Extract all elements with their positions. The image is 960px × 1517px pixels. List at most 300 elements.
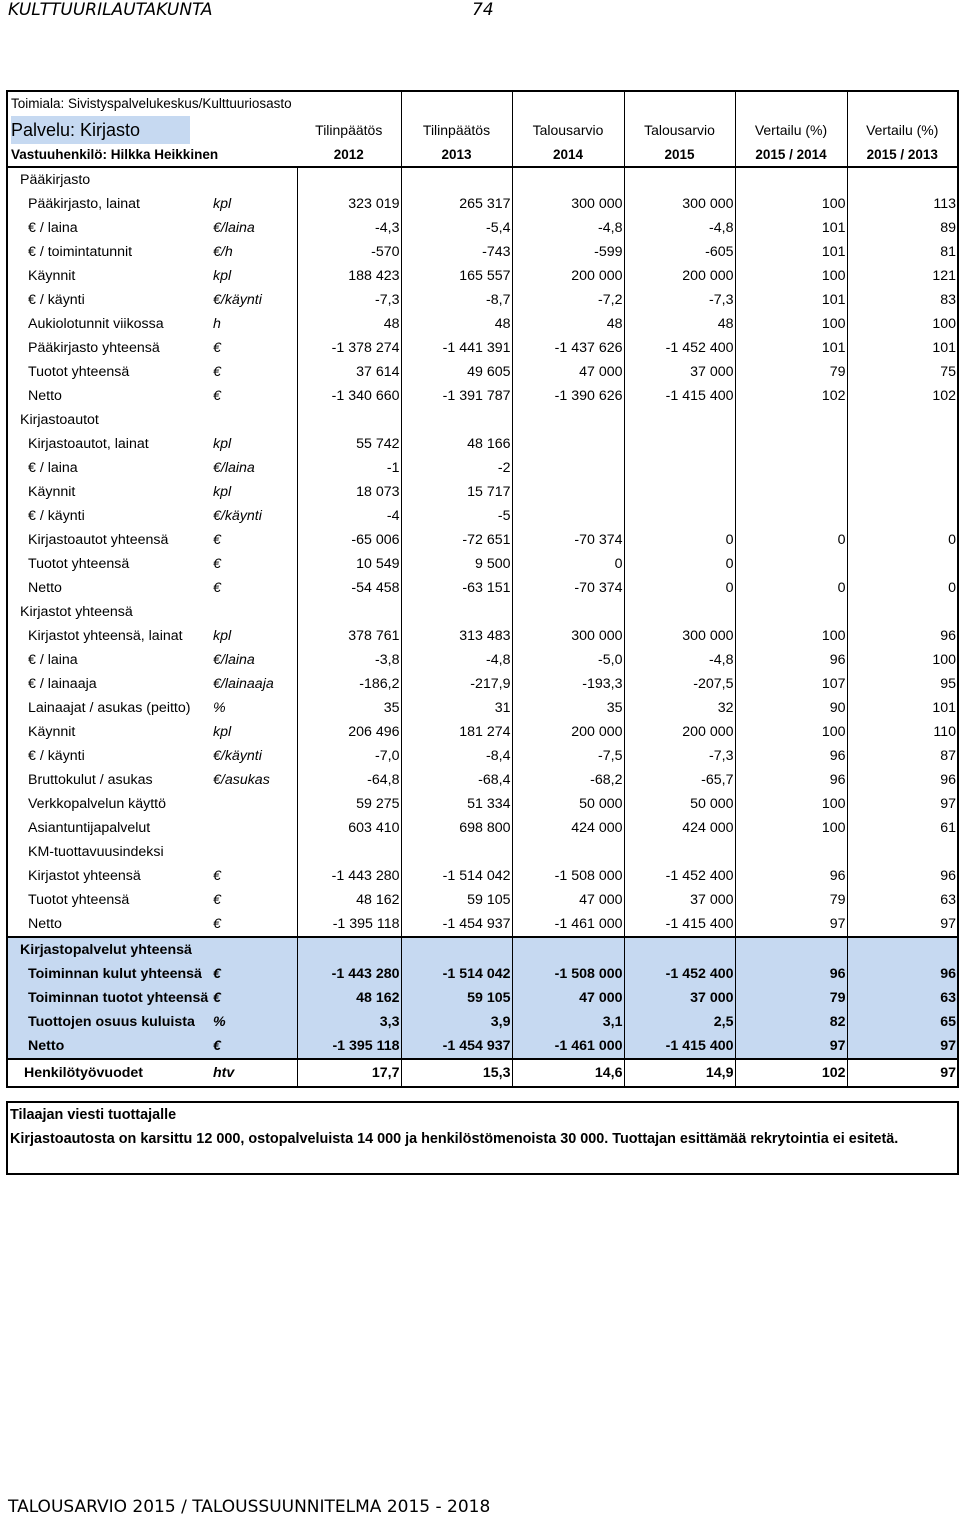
- column-year: 2015: [624, 144, 735, 167]
- column-year: 2015 / 2013: [847, 144, 958, 167]
- value-cell: [512, 408, 624, 432]
- value-cell: 110: [847, 720, 958, 744]
- value-cell: 96: [847, 768, 958, 792]
- value-cell: -5,0: [512, 648, 624, 672]
- value-cell: 97: [735, 1034, 847, 1059]
- table-row: [7, 1010, 958, 1034]
- value-cell: 79: [735, 888, 847, 912]
- row-label: € / käynti: [7, 744, 209, 768]
- value-cell: 3,9: [401, 1010, 512, 1034]
- row-unit: €: [209, 962, 297, 986]
- value-cell: [847, 937, 958, 962]
- row-unit: kpl: [209, 624, 297, 648]
- value-cell: -1 443 280: [297, 864, 401, 888]
- table-row: [7, 288, 958, 312]
- value-cell: 300 000: [512, 624, 624, 648]
- column-year: 2014: [512, 144, 624, 167]
- row-unit: €/käynti: [209, 288, 297, 312]
- row-label: Kirjastot yhteensä: [7, 600, 209, 624]
- value-cell: -1 340 660: [297, 384, 401, 408]
- row-label: Netto: [7, 912, 209, 937]
- value-cell: -570: [297, 240, 401, 264]
- row-label: Netto: [7, 1034, 209, 1059]
- value-cell: -7,3: [624, 744, 735, 768]
- value-cell: 96: [847, 962, 958, 986]
- column-year: 2013: [401, 144, 512, 167]
- row-label: Netto: [7, 576, 209, 600]
- value-cell: [624, 937, 735, 962]
- value-cell: -1 415 400: [624, 1034, 735, 1059]
- value-cell: 378 761: [297, 624, 401, 648]
- table-row: [7, 720, 958, 744]
- value-cell: -1 415 400: [624, 384, 735, 408]
- value-cell: [735, 432, 847, 456]
- value-cell: -1 452 400: [624, 864, 735, 888]
- value-cell: [735, 408, 847, 432]
- value-cell: 100: [847, 312, 958, 336]
- table-row: [7, 504, 958, 528]
- value-cell: 181 274: [401, 720, 512, 744]
- table-row: [7, 360, 958, 384]
- column-header: Talousarvio: [512, 116, 624, 144]
- row-unit: [209, 937, 297, 962]
- value-cell: 96: [735, 864, 847, 888]
- value-cell: [735, 600, 847, 624]
- row-unit: €: [209, 360, 297, 384]
- table-row: [7, 432, 958, 456]
- row-label: € / laina: [7, 648, 209, 672]
- row-label: Kirjastoautot: [7, 408, 209, 432]
- row-label: Käynnit: [7, 264, 209, 288]
- value-cell: -68,4: [401, 768, 512, 792]
- value-cell: [735, 480, 847, 504]
- value-cell: 9 500: [401, 552, 512, 576]
- row-unit: kpl: [209, 720, 297, 744]
- row-label: Pääkirjasto yhteensä: [7, 336, 209, 360]
- value-cell: -743: [401, 240, 512, 264]
- row-unit: [209, 792, 297, 816]
- value-cell: 10 549: [297, 552, 401, 576]
- value-cell: -7,3: [297, 288, 401, 312]
- value-cell: [735, 840, 847, 864]
- value-cell: -1 508 000: [512, 962, 624, 986]
- value-cell: [624, 408, 735, 432]
- value-cell: -1 454 937: [401, 912, 512, 937]
- value-cell: [847, 504, 958, 528]
- value-cell: [512, 167, 624, 192]
- value-cell: -72 651: [401, 528, 512, 552]
- value-cell: 101: [735, 216, 847, 240]
- value-cell: 0: [512, 552, 624, 576]
- value-cell: 50 000: [512, 792, 624, 816]
- column-header: Vertailu (%): [735, 116, 847, 144]
- value-cell: -1: [297, 456, 401, 480]
- row-unit: €: [209, 576, 297, 600]
- value-cell: [735, 456, 847, 480]
- value-cell: 59 105: [401, 888, 512, 912]
- value-cell: -1 395 118: [297, 1034, 401, 1059]
- budget-table: [6, 90, 959, 1088]
- value-cell: -63 151: [401, 576, 512, 600]
- table-row: [7, 408, 958, 432]
- value-cell: 63: [847, 986, 958, 1010]
- row-unit: €/käynti: [209, 504, 297, 528]
- header-cell: [297, 91, 401, 116]
- value-cell: 300 000: [624, 192, 735, 216]
- value-cell: [847, 480, 958, 504]
- value-cell: -7,0: [297, 744, 401, 768]
- value-cell: -7,2: [512, 288, 624, 312]
- value-cell: 59 105: [401, 986, 512, 1010]
- value-cell: 48 166: [401, 432, 512, 456]
- row-unit: €/lainaaja: [209, 672, 297, 696]
- header-cell: [512, 91, 624, 116]
- row-unit: €/h: [209, 240, 297, 264]
- table-row: [7, 167, 958, 192]
- value-cell: 79: [735, 360, 847, 384]
- value-cell: 97: [847, 1034, 958, 1059]
- table-row: [7, 986, 958, 1010]
- value-cell: -65,7: [624, 768, 735, 792]
- value-cell: [847, 408, 958, 432]
- value-cell: -1 391 787: [401, 384, 512, 408]
- row-label: Tuotot yhteensä: [7, 888, 209, 912]
- value-cell: [401, 600, 512, 624]
- value-cell: -605: [624, 240, 735, 264]
- value-cell: -217,9: [401, 672, 512, 696]
- value-cell: 121: [847, 264, 958, 288]
- value-cell: 100: [735, 624, 847, 648]
- value-cell: [735, 504, 847, 528]
- table-row: [7, 840, 958, 864]
- value-cell: 89: [847, 216, 958, 240]
- value-cell: -70 374: [512, 528, 624, 552]
- value-cell: [297, 408, 401, 432]
- column-year: 2015 / 2014: [735, 144, 847, 167]
- value-cell: -4,8: [624, 648, 735, 672]
- value-cell: 14,6: [512, 1059, 624, 1087]
- table-row: [7, 912, 958, 937]
- value-cell: [624, 600, 735, 624]
- value-cell: 47 000: [512, 888, 624, 912]
- value-cell: [847, 840, 958, 864]
- row-unit: htv: [209, 1059, 297, 1087]
- value-cell: 65: [847, 1010, 958, 1034]
- value-cell: 97: [735, 912, 847, 937]
- table-row: [7, 864, 958, 888]
- value-cell: [512, 600, 624, 624]
- value-cell: 35: [297, 696, 401, 720]
- header-row-vastuuhenkilo: [7, 144, 958, 167]
- value-cell: [401, 840, 512, 864]
- toimiala-label: Toimiala: Sivistyspalvelukeskus/Kulttuuriosasto: [7, 91, 297, 116]
- value-cell: 0: [624, 528, 735, 552]
- value-cell: [401, 408, 512, 432]
- table-row: [7, 744, 958, 768]
- value-cell: 188 423: [297, 264, 401, 288]
- value-cell: 0: [735, 528, 847, 552]
- value-cell: -64,8: [297, 768, 401, 792]
- value-cell: [512, 937, 624, 962]
- value-cell: -1 452 400: [624, 962, 735, 986]
- value-cell: 96: [735, 768, 847, 792]
- table-row: [7, 600, 958, 624]
- value-cell: [297, 167, 401, 192]
- value-cell: 63: [847, 888, 958, 912]
- value-cell: [401, 937, 512, 962]
- row-unit: kpl: [209, 264, 297, 288]
- htv-row: [7, 1059, 958, 1087]
- value-cell: 47 000: [512, 986, 624, 1010]
- header-cell: [735, 91, 847, 116]
- value-cell: 83: [847, 288, 958, 312]
- value-cell: 100: [735, 312, 847, 336]
- value-cell: -1 514 042: [401, 864, 512, 888]
- value-cell: 15,3: [401, 1059, 512, 1087]
- value-cell: -1 395 118: [297, 912, 401, 937]
- value-cell: 101: [735, 336, 847, 360]
- value-cell: 100: [735, 792, 847, 816]
- row-unit: €/asukas: [209, 768, 297, 792]
- header-cell: [401, 91, 512, 116]
- value-cell: -4: [297, 504, 401, 528]
- value-cell: [624, 840, 735, 864]
- value-cell: 61: [847, 816, 958, 840]
- value-cell: 47 000: [512, 360, 624, 384]
- row-unit: [209, 167, 297, 192]
- value-cell: 265 317: [401, 192, 512, 216]
- row-label: Tuottojen osuus kuluista: [7, 1010, 209, 1034]
- value-cell: -193,3: [512, 672, 624, 696]
- row-unit: €: [209, 986, 297, 1010]
- row-label: € / käynti: [7, 504, 209, 528]
- value-cell: 313 483: [401, 624, 512, 648]
- row-unit: €: [209, 384, 297, 408]
- value-cell: 82: [735, 1010, 847, 1034]
- row-label: Käynnit: [7, 720, 209, 744]
- value-cell: 113: [847, 192, 958, 216]
- value-cell: 100: [847, 648, 958, 672]
- value-cell: 87: [847, 744, 958, 768]
- row-label: Henkilötyövuodet: [7, 1059, 209, 1087]
- value-cell: 95: [847, 672, 958, 696]
- row-unit: kpl: [209, 480, 297, 504]
- value-cell: -186,2: [297, 672, 401, 696]
- value-cell: [847, 600, 958, 624]
- value-cell: 101: [735, 288, 847, 312]
- table-row: [7, 192, 958, 216]
- row-unit: kpl: [209, 432, 297, 456]
- value-cell: 96: [735, 962, 847, 986]
- value-cell: -7,3: [624, 288, 735, 312]
- row-unit: [209, 816, 297, 840]
- row-label: € / toimintatunnit: [7, 240, 209, 264]
- table-row: [7, 624, 958, 648]
- value-cell: 17,7: [297, 1059, 401, 1087]
- value-cell: [297, 600, 401, 624]
- value-cell: 200 000: [624, 264, 735, 288]
- table-row: [7, 264, 958, 288]
- value-cell: 48: [401, 312, 512, 336]
- value-cell: -1 437 626: [512, 336, 624, 360]
- value-cell: -1 461 000: [512, 912, 624, 937]
- table-row: [7, 576, 958, 600]
- row-label: € / lainaaja: [7, 672, 209, 696]
- page-header: [8, 0, 628, 22]
- value-cell: 101: [847, 696, 958, 720]
- value-cell: 37 000: [624, 986, 735, 1010]
- row-unit: €/laina: [209, 216, 297, 240]
- value-cell: 15 717: [401, 480, 512, 504]
- table-row: [7, 456, 958, 480]
- header-cell: [624, 91, 735, 116]
- row-label: Bruttokulut / asukas: [7, 768, 209, 792]
- department-title: KULTTUURILAUTAKUNTA: [8, 0, 213, 20]
- row-unit: €: [209, 336, 297, 360]
- value-cell: 55 742: [297, 432, 401, 456]
- table-row: [7, 962, 958, 986]
- value-cell: -5,4: [401, 216, 512, 240]
- page-number: 74: [472, 0, 494, 20]
- row-unit: €: [209, 888, 297, 912]
- value-cell: 102: [847, 384, 958, 408]
- row-label: € / laina: [7, 456, 209, 480]
- value-cell: 323 019: [297, 192, 401, 216]
- value-cell: -207,5: [624, 672, 735, 696]
- value-cell: [735, 167, 847, 192]
- table-row: [7, 792, 958, 816]
- row-unit: kpl: [209, 192, 297, 216]
- value-cell: 300 000: [512, 192, 624, 216]
- row-label: Kirjastot yhteensä: [7, 864, 209, 888]
- table-row: [7, 648, 958, 672]
- value-cell: 101: [847, 336, 958, 360]
- row-label: Tuotot yhteensä: [7, 552, 209, 576]
- value-cell: -1 390 626: [512, 384, 624, 408]
- row-label: Aukiolotunnit viikossa: [7, 312, 209, 336]
- value-cell: [847, 456, 958, 480]
- row-label: KM-tuottavuusindeksi: [7, 840, 209, 864]
- value-cell: [847, 432, 958, 456]
- row-unit: h: [209, 312, 297, 336]
- row-label: Pääkirjasto: [7, 167, 209, 192]
- value-cell: 100: [735, 264, 847, 288]
- header-row-toimiala: [7, 91, 958, 116]
- column-header: Tilinpäätös: [401, 116, 512, 144]
- table-row: [7, 528, 958, 552]
- value-cell: -70 374: [512, 576, 624, 600]
- value-cell: 0: [735, 576, 847, 600]
- value-cell: -1 508 000: [512, 864, 624, 888]
- value-cell: 32: [624, 696, 735, 720]
- value-cell: -1 454 937: [401, 1034, 512, 1059]
- row-label: Pääkirjasto, lainat: [7, 192, 209, 216]
- table-row: [7, 384, 958, 408]
- value-cell: -8,7: [401, 288, 512, 312]
- value-cell: 51 334: [401, 792, 512, 816]
- value-cell: 35: [512, 696, 624, 720]
- value-cell: [624, 432, 735, 456]
- value-cell: [624, 167, 735, 192]
- value-cell: -7,5: [512, 744, 624, 768]
- value-cell: 48 162: [297, 986, 401, 1010]
- value-cell: 96: [847, 624, 958, 648]
- row-unit: [209, 408, 297, 432]
- value-cell: -1 415 400: [624, 912, 735, 937]
- value-cell: 603 410: [297, 816, 401, 840]
- row-label: Kirjastot yhteensä, lainat: [7, 624, 209, 648]
- value-cell: 31: [401, 696, 512, 720]
- message-title: Tilaajan viesti tuottajalle: [10, 1107, 177, 1123]
- value-cell: 102: [735, 1059, 847, 1087]
- value-cell: 107: [735, 672, 847, 696]
- value-cell: [624, 480, 735, 504]
- value-cell: 37 000: [624, 888, 735, 912]
- value-cell: 90: [735, 696, 847, 720]
- table-row: [7, 1034, 958, 1059]
- table-row: [7, 312, 958, 336]
- row-label: Kirjastopalvelut yhteensä: [7, 937, 209, 962]
- row-unit: €: [209, 528, 297, 552]
- value-cell: 48: [512, 312, 624, 336]
- value-cell: 96: [735, 744, 847, 768]
- value-cell: 0: [624, 576, 735, 600]
- value-cell: 200 000: [624, 720, 735, 744]
- value-cell: 0: [847, 528, 958, 552]
- value-cell: -1 441 391: [401, 336, 512, 360]
- value-cell: 300 000: [624, 624, 735, 648]
- row-label: Kirjastoautot yhteensä: [7, 528, 209, 552]
- value-cell: -4,8: [512, 216, 624, 240]
- table-row: [7, 480, 958, 504]
- value-cell: [512, 456, 624, 480]
- value-cell: 100: [735, 192, 847, 216]
- row-unit: €: [209, 864, 297, 888]
- value-cell: -1 443 280: [297, 962, 401, 986]
- table-row: [7, 672, 958, 696]
- value-cell: 97: [847, 1059, 958, 1087]
- value-cell: 3,1: [512, 1010, 624, 1034]
- row-unit: [209, 600, 297, 624]
- table-row: [7, 336, 958, 360]
- message-box: [6, 1101, 959, 1175]
- value-cell: 37 614: [297, 360, 401, 384]
- row-unit: €: [209, 1034, 297, 1059]
- value-cell: [847, 552, 958, 576]
- row-label: Netto: [7, 384, 209, 408]
- row-unit: €: [209, 552, 297, 576]
- value-cell: [401, 167, 512, 192]
- value-cell: [847, 167, 958, 192]
- value-cell: -54 458: [297, 576, 401, 600]
- table-row: [7, 240, 958, 264]
- row-label: Lainaajat / asukas (peitto): [7, 696, 209, 720]
- value-cell: -1 461 000: [512, 1034, 624, 1059]
- row-unit: [209, 840, 297, 864]
- column-year: 2012: [297, 144, 401, 167]
- row-unit: %: [209, 1010, 297, 1034]
- value-cell: 100: [735, 720, 847, 744]
- table-row: [7, 937, 958, 962]
- value-cell: 424 000: [512, 816, 624, 840]
- value-cell: [735, 552, 847, 576]
- table-row: [7, 816, 958, 840]
- value-cell: 100: [735, 816, 847, 840]
- value-cell: -4,8: [624, 216, 735, 240]
- value-cell: 18 073: [297, 480, 401, 504]
- header-row-palvelu: [7, 116, 958, 144]
- value-cell: 101: [735, 240, 847, 264]
